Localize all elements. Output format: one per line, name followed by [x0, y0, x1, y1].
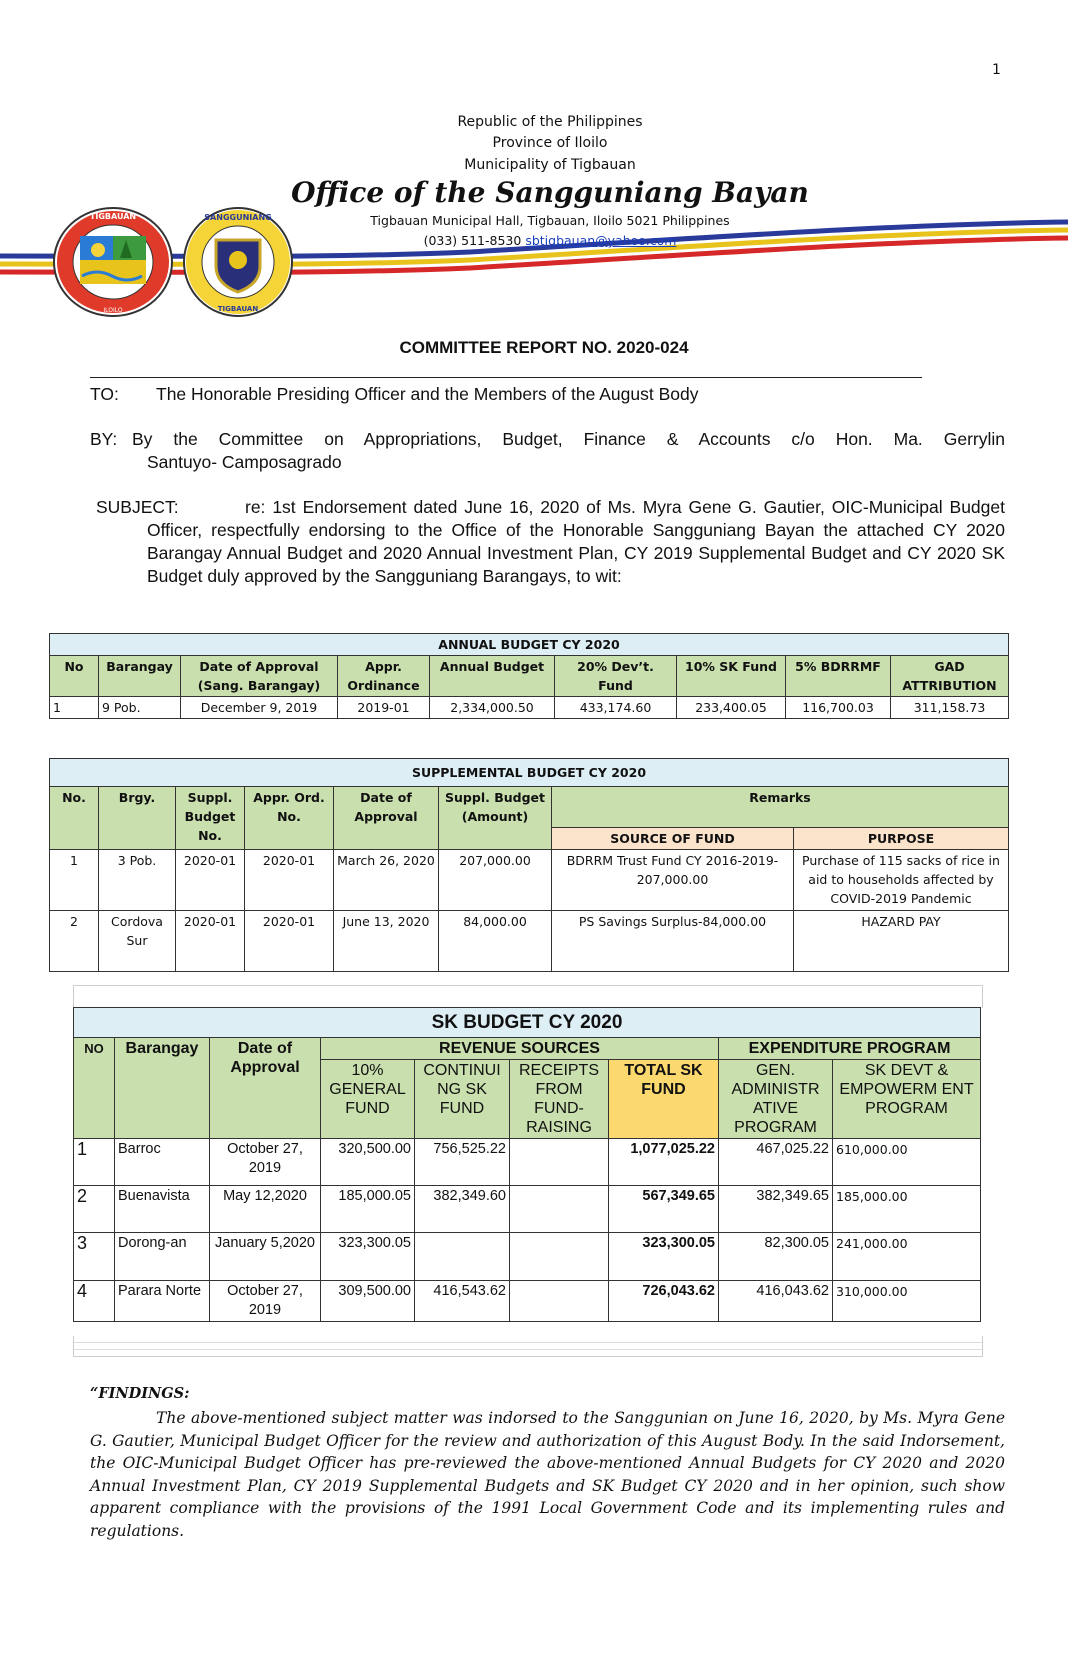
suppl-cell: March 26, 2020 [334, 850, 439, 911]
suppl-cell: 2020-01 [176, 850, 245, 911]
sk-cell: Barroc [115, 1139, 210, 1186]
sk-top-gridline [73, 985, 983, 1008]
sk-cell: 382,349.60 [415, 1186, 510, 1233]
annual-col-sk-fund: 10% SK Fund [677, 656, 786, 697]
annual-cell: December 9, 2019 [181, 697, 338, 719]
sk-col-date: Date of Approval [210, 1038, 321, 1139]
sk-cell [510, 1233, 609, 1281]
header-address: Tigbauan Municipal Hall, Tigbauan, Iloilo 5021 Philippines [370, 213, 730, 228]
sk-cell: 416,543.62 [415, 1281, 510, 1322]
subject-text: re: 1st Endorsement dated June 16, 2020 of Ms. Myra Gene G. Gautier, OIC-Municipal Budget Officer, respectfully endorsing to the Office of the Honorable Sangguniang Bayan the attached CY 2020 Barangay Annual Budget and 2020 Annual Investment Plan, CY 2019 Supplemental Budget and CY 2020 SK Budget duly approved by the Sangguniang Barangays, to wit: [147, 497, 1005, 586]
header-municipality: Municipality of Tigbauan [464, 157, 636, 173]
header-province: Province of Iloilo [492, 135, 608, 151]
table-row [50, 697, 1009, 719]
sk-cell: 241,000.00 [833, 1233, 981, 1281]
page-number: 1 [992, 62, 1001, 78]
sk-cell: 82,300.05 [719, 1233, 833, 1281]
sk-col-continuing: CONTINUI NG SK FUND [415, 1060, 510, 1139]
suppl-col-ord-no: Appr. Ord. No. [245, 787, 334, 850]
table-row [74, 1186, 981, 1233]
table-row [50, 850, 1009, 911]
suppl-cell: Cordova Sur [99, 911, 176, 972]
sk-cell: 310,000.00 [833, 1281, 981, 1322]
suppl-col-budget-no: Suppl. Budget No. [176, 787, 245, 850]
header-email-link[interactable]: sbtigbauan@yahoo.com [525, 233, 677, 248]
supplemental-caption: SUPPLEMENTAL BUDGET CY 2020 [50, 759, 1009, 787]
sk-cell: 467,025.22 [719, 1139, 833, 1186]
sk-cell: 1 [74, 1139, 115, 1186]
subject-label: SUBJECT: [96, 497, 179, 517]
annual-col-gad: GAD ATTRIBUTION [891, 656, 1009, 697]
header-contact [300, 233, 800, 248]
suppl-cell: June 13, 2020 [334, 911, 439, 972]
suppl-col-no: No. [50, 787, 99, 850]
sk-caption: SK BUDGET CY 2020 [74, 1008, 981, 1038]
suppl-cell: 2020-01 [245, 850, 334, 911]
header-phone: (033) 511-8530 [423, 233, 522, 248]
sk-cell [510, 1139, 609, 1186]
sk-cell: 4 [74, 1281, 115, 1322]
sk-cell: 726,043.62 [609, 1281, 719, 1322]
findings-text: The above-mentioned subject matter was indorsed to the Sanggunian on June 16, 2020, by Ms. Myra Gene G. Gautier, Municipal Budget Officer for the review and authorization of this August Body. In the said Indorsement, the OIC-Municipal Budget Officer has pre-reviewed the above-mentioned Annual Budgets for CY 2020 and 2020 Annual Investment Plan, CY 2019 Supplemental Budgets and SK Budget CY 2020 and in her opinion, such show apparent compliance with the provisions of the 1991 Local Government Code and its implementing rules and regulations. [90, 1409, 1005, 1540]
sk-cell: 610,000.00 [833, 1139, 981, 1186]
annual-caption: ANNUAL BUDGET CY 2020 [50, 634, 1009, 656]
table-row [74, 1139, 981, 1186]
sk-cell: 416,043.62 [719, 1281, 833, 1322]
annual-col-no: No [50, 656, 99, 697]
annual-budget-table [49, 633, 1009, 719]
by-line1: By the Committee on Appropriations, Budget, Finance & Accounts c/o Hon. Ma. Gerrylin [132, 429, 1005, 449]
annual-cell: 116,700.03 [786, 697, 891, 719]
suppl-cell: 3 Pob. [99, 850, 176, 911]
sk-cell [510, 1186, 609, 1233]
sk-cell [415, 1233, 510, 1281]
to-text: The Honorable Presiding Officer and the Members of the August Body [156, 384, 699, 404]
annual-col-dev-fund: 20% Dev’t. Fund [555, 656, 677, 697]
sk-bottom-gridline [73, 1336, 983, 1357]
municipality-seal-icon [52, 206, 174, 318]
annual-col-ordinance: Appr. Ordinance [338, 656, 430, 697]
annual-col-bdrrmf: 5% BDRRMF [786, 656, 891, 697]
sk-cell: 3 [74, 1233, 115, 1281]
suppl-col-amount: Suppl. Budget (Amount) [439, 787, 552, 850]
sk-cell: 185,000.05 [321, 1186, 415, 1233]
header-republic: Republic of the Philippines [457, 114, 643, 130]
title-divider [90, 377, 922, 378]
suppl-cell: PS Savings Surplus-84,000.00 [552, 911, 794, 972]
annual-cell: 433,174.60 [555, 697, 677, 719]
suppl-cell: 1 [50, 850, 99, 911]
annual-col-barangay: Barangay [99, 656, 181, 697]
suppl-cell: 207,000.00 [439, 850, 552, 911]
sk-cell: 309,500.00 [321, 1281, 415, 1322]
sk-cell: October 27, 2019 [210, 1281, 321, 1322]
suppl-cell: 2020-01 [245, 911, 334, 972]
office-title: Office of the Sangguniang Bayan [291, 176, 809, 209]
sk-cell: 323,300.05 [609, 1233, 719, 1281]
sk-cell: 1,077,025.22 [609, 1139, 719, 1186]
sk-cell: Buenavista [115, 1186, 210, 1233]
suppl-col-brgy: Brgy. [99, 787, 176, 850]
table-row [50, 911, 1009, 972]
sk-cell: 2 [74, 1186, 115, 1233]
sk-col-receipts: RECEIPTS FROM FUND-RAISING [510, 1060, 609, 1139]
report-title: COMMITTEE REPORT NO. 2020-024 [399, 338, 689, 357]
suppl-cell: Purchase of 115 sacks of rice in aid to households affected by COVID-2019 Pandemic [794, 850, 1009, 911]
sk-cell: 567,349.65 [609, 1186, 719, 1233]
suppl-cell: 84,000.00 [439, 911, 552, 972]
annual-cell: 311,158.73 [891, 697, 1009, 719]
suppl-col-source: SOURCE OF FUND [552, 828, 794, 850]
sk-cell: 756,525.22 [415, 1139, 510, 1186]
by-line2: Santuyo- Camposagrado [147, 452, 342, 472]
sk-cell: 320,500.00 [321, 1139, 415, 1186]
sangguniang-bayan-seal-icon [180, 206, 296, 318]
sk-col-general: 10% GENERAL FUND [321, 1060, 415, 1139]
suppl-col-date: Date of Approval [334, 787, 439, 850]
annual-cell: 1 [50, 697, 99, 719]
sk-budget-table [73, 1007, 981, 1322]
findings-title: “FINDINGS: [90, 1385, 190, 1402]
svg-text:TIGBAUAN: TIGBAUAN [217, 305, 259, 313]
sk-cell: October 27, 2019 [210, 1139, 321, 1186]
table-row [74, 1233, 981, 1281]
annual-cell: 9 Pob. [99, 697, 181, 719]
annual-cell: 2,334,000.50 [430, 697, 555, 719]
sk-cell: Parara Norte [115, 1281, 210, 1322]
sk-cell: 382,349.65 [719, 1186, 833, 1233]
sk-col-revenue: REVENUE SOURCES [321, 1038, 719, 1060]
suppl-col-purpose: PURPOSE [794, 828, 1009, 850]
svg-text:SANGGUNIANG: SANGGUNIANG [204, 213, 272, 222]
suppl-cell: 2020-01 [176, 911, 245, 972]
sk-col-barangay: Barangay [115, 1038, 210, 1139]
suppl-col-remarks: Remarks [552, 787, 1009, 828]
annual-cell: 2019-01 [338, 697, 430, 719]
sk-cell [510, 1281, 609, 1322]
supplemental-budget-table [49, 758, 1009, 972]
sk-col-expenditure: EXPENDITURE PROGRAM [719, 1038, 981, 1060]
table-row [74, 1281, 981, 1322]
sk-cell: May 12,2020 [210, 1186, 321, 1233]
annual-cell: 233,400.05 [677, 697, 786, 719]
sk-cell: January 5,2020 [210, 1233, 321, 1281]
annual-col-date: Date of Approval (Sang. Barangay) [181, 656, 338, 697]
to-label: TO: [90, 384, 119, 404]
sk-col-total: TOTAL SK FUND [609, 1060, 719, 1139]
sk-cell: Dorong-an [115, 1233, 210, 1281]
sk-cell: 185,000.00 [833, 1186, 981, 1233]
by-label: BY: [90, 429, 118, 449]
sk-cell: 323,300.05 [321, 1233, 415, 1281]
sk-col-sk-devt: SK DEVT & EMPOWERM ENT PROGRAM [833, 1060, 981, 1139]
sk-col-no: NO [74, 1038, 115, 1139]
annual-col-budget: Annual Budget [430, 656, 555, 697]
svg-text:TIGBAUAN: TIGBAUAN [89, 212, 137, 221]
svg-text:ILOILO: ILOILO [103, 307, 123, 314]
suppl-cell: BDRRM Trust Fund CY 2016-2019- 207,000.00 [552, 850, 794, 911]
sk-col-gen-admin: GEN. ADMINISTR ATIVE PROGRAM [719, 1060, 833, 1139]
suppl-cell: 2 [50, 911, 99, 972]
suppl-cell: HAZARD PAY [794, 911, 1009, 972]
